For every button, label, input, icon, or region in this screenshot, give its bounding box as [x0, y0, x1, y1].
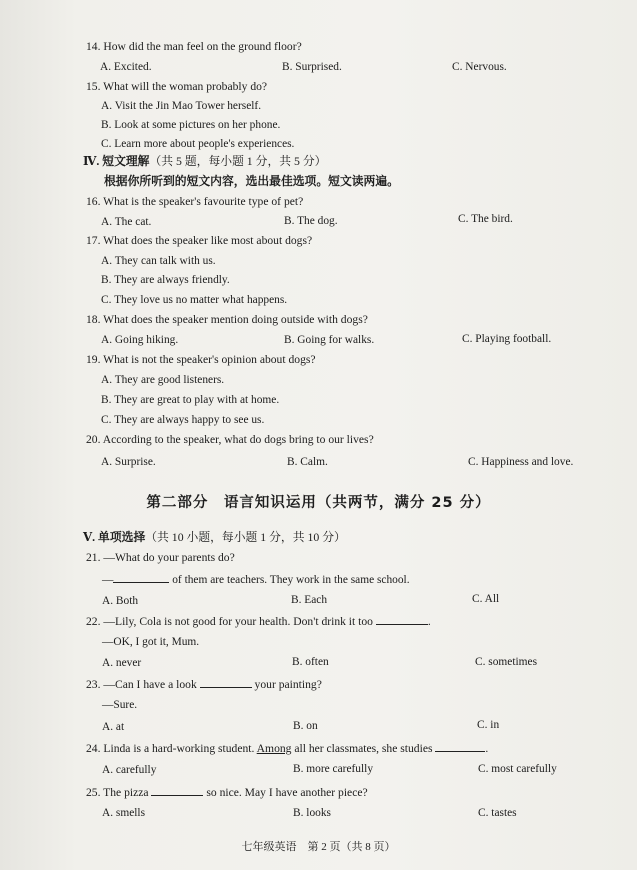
question-24-option-a: A. carefully [102, 764, 157, 776]
question-19-option-b: B. They are great to play with at home. [101, 394, 280, 406]
question-15-stem: 15. What will the woman probably do? [86, 80, 268, 93]
period: . [427, 615, 431, 628]
question-23-option-b: B. on [293, 720, 318, 732]
question-16-option-b: B. The dog. [284, 215, 338, 227]
section-5-note: （共 10 小题，每小题 1 分，共 10 分） [145, 530, 346, 544]
question-22-stem [86, 614, 431, 629]
question-14-option-a: A. Excited. [100, 61, 152, 73]
question-21-option-a: A. Both [102, 595, 139, 607]
answer-blank [435, 741, 485, 752]
question-22-stem-text: 22. —Lily, Cola is not good for your health. Don't drink it too [86, 615, 376, 628]
question-20-stem: 20. According to the speaker, what do dogs bring to our lives? [86, 433, 374, 446]
question-21-line-2 [102, 572, 410, 587]
question-24-stem-text: 24. Linda is a hard-working student. [86, 742, 257, 755]
question-16-stem: 16. What is the speaker's favourite type of pet? [86, 195, 304, 208]
question-22-line-2: —OK, I got it, Mum. [102, 636, 200, 648]
question-21-line-2-text: of them are teachers. They work in the same school. [169, 574, 410, 586]
part-2-title: 第二部分 语言知识运用（共两节，满分 25 分） [146, 495, 491, 511]
question-19-stem: 19. What is not the speaker's opinion about dogs? [86, 353, 316, 366]
section-4-note: （共 5 题，每小题 1 分，共 5 分） [149, 154, 327, 168]
question-18-option-a: A. Going hiking. [101, 334, 179, 346]
question-16-option-c: C. The bird. [458, 213, 513, 225]
question-18-stem: 18. What does the speaker mention doing outside with dogs? [86, 313, 368, 326]
question-14-option-b: B. Surprised. [282, 61, 342, 73]
dash: — [102, 574, 114, 586]
question-20-option-a: A. Surprise. [101, 456, 156, 468]
section-5-title: Ⅴ. 单项选择 [83, 530, 146, 544]
section-4-heading [83, 154, 326, 168]
question-16-option-a: A. The cat. [101, 216, 152, 228]
question-24-stem [86, 741, 488, 756]
question-15-option-a: A. Visit the Jin Mao Tower herself. [101, 100, 262, 112]
question-17-option-b: B. They are always friendly. [101, 274, 230, 286]
question-20-option-b: B. Calm. [287, 456, 328, 468]
section-5-heading [83, 530, 346, 544]
question-24-option-b: B. more carefully [293, 763, 374, 775]
question-18-option-b: B. Going for walks. [284, 334, 375, 346]
question-25-stem-text: 25. The pizza [86, 786, 152, 799]
question-19-option-a: A. They are good listeners. [101, 374, 225, 386]
question-25-option-b: B. looks [293, 807, 331, 819]
question-23-option-c: C. in [477, 719, 500, 731]
question-20-option-c: C. Happiness and love. [468, 456, 574, 468]
question-22-option-a: A. never [102, 657, 142, 669]
question-23-stem-text: 23. —Can I have a look [86, 678, 200, 691]
answer-blank [113, 572, 169, 583]
question-15-option-b: B. Look at some pictures on her phone. [101, 119, 281, 131]
question-23-line-2: —Sure. [102, 699, 138, 711]
question-18-option-c: C. Playing football. [462, 333, 552, 345]
question-24-option-c: C. most carefully [478, 763, 557, 775]
answer-blank [200, 677, 252, 688]
question-24-stem-mid: all her classmates, she studies [291, 742, 436, 755]
question-19-option-c: C. They are always happy to see us. [101, 414, 265, 426]
question-22-option-b: B. often [292, 656, 329, 668]
period: . [485, 742, 489, 755]
question-23-stem-tail: your painting? [251, 678, 322, 691]
question-17-option-a: A. They can talk with us. [101, 255, 216, 267]
section-4-instruction: 根据你所听到的短文内容，选出最佳选项。短文读两遍。 [104, 174, 399, 188]
answer-blank [376, 614, 428, 625]
question-25-option-a: A. smells [102, 807, 146, 819]
answer-blank [151, 785, 203, 796]
question-23-stem [86, 677, 322, 692]
question-25-stem [86, 785, 368, 800]
section-4-title: Ⅳ. 短文理解 [83, 154, 150, 168]
question-25-option-c: C. tastes [478, 807, 517, 819]
question-23-option-a: A. at [102, 721, 125, 733]
underlined-word: Among [256, 742, 292, 755]
question-17-option-c: C. They love us no matter what happens. [101, 294, 288, 306]
question-14-stem: 14. How did the man feel on the ground floor? [86, 40, 302, 53]
question-22-option-c: C. sometimes [475, 656, 538, 668]
page-footer: 七年级英语 第 2 页（共 8 页） [241, 841, 396, 853]
question-15-option-c: C. Learn more about people's experiences. [101, 138, 295, 150]
question-21-option-b: B. Each [291, 594, 328, 606]
question-14-option-c: C. Nervous. [452, 61, 507, 73]
question-25-stem-tail: so nice. May I have another piece? [203, 786, 368, 799]
question-21-stem: 21. —What do your parents do? [86, 551, 235, 564]
question-17-stem: 17. What does the speaker like most about dogs? [86, 234, 313, 247]
question-21-option-c: C. All [472, 593, 500, 605]
